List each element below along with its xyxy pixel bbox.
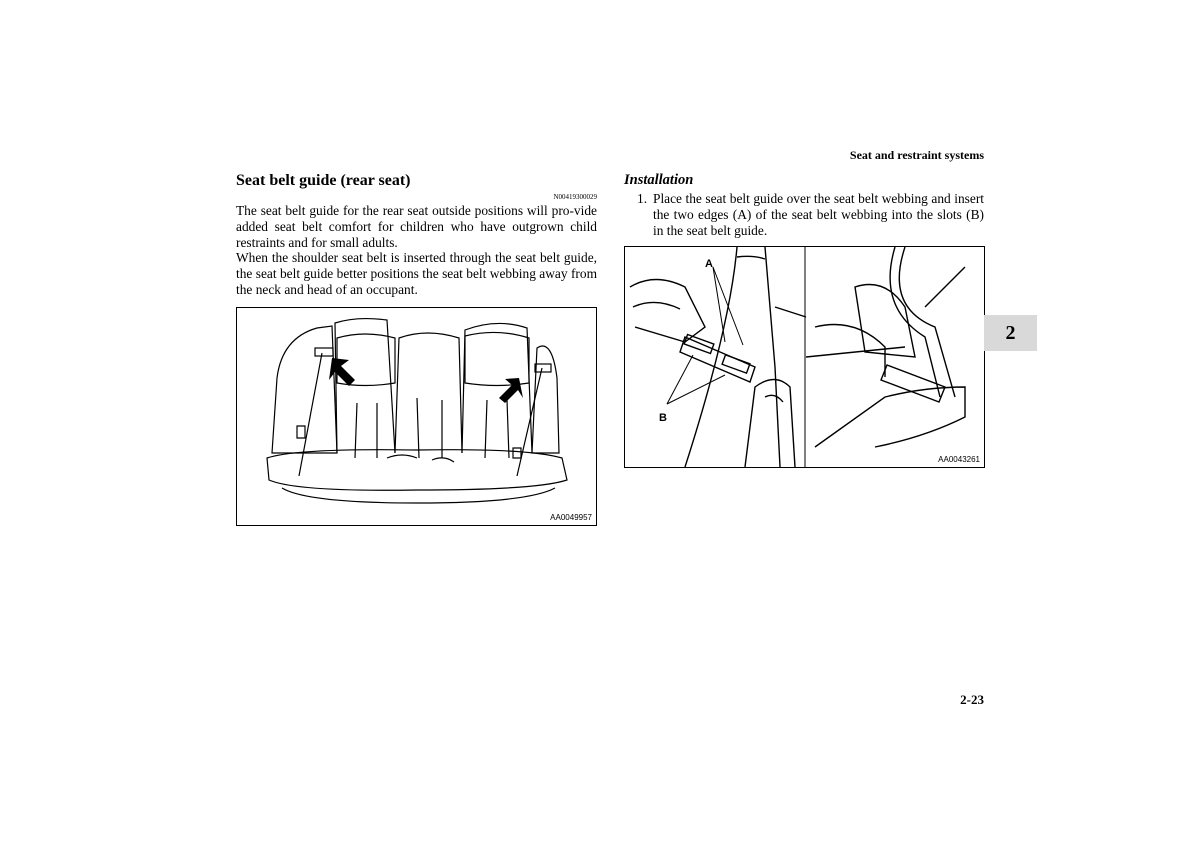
rear-seat-illustration [236,307,597,526]
subheading-installation: Installation [624,172,694,188]
section-heading: Seat belt guide (rear seat) [236,172,411,189]
step-text: Place the seat belt guide over the seat belt webbing and insert the two edges (A) of the seat belt webbing into the slots (B) in the seat belt guide. [653,191,984,238]
figure-id: AA0043261 [938,455,980,464]
installation-illustration [624,246,985,468]
installation-drawing [625,247,984,467]
label-b: B [659,412,667,424]
section-header: Seat and restraint systems [849,148,984,162]
page-number: 2-23 [960,692,984,707]
reference-code: N00419300029 [553,193,597,201]
paragraph-intro: The seat belt guide for the rear seat outside positions will pro-vide added seat belt comfort for children who have outgrown child restraints and for small adults. [236,203,597,250]
chapter-tab: 2 [984,315,1037,351]
rear-seat-drawing [237,308,596,525]
label-a: A [705,258,713,270]
paragraph-guide-position: When the shoulder seat belt is inserted through the seat belt guide, the seat belt guide better positions the seat belt webbing away from the neck and head of an occupant. [236,250,597,297]
figure-id: AA0049957 [550,513,592,522]
step-number: 1. [637,191,648,206]
